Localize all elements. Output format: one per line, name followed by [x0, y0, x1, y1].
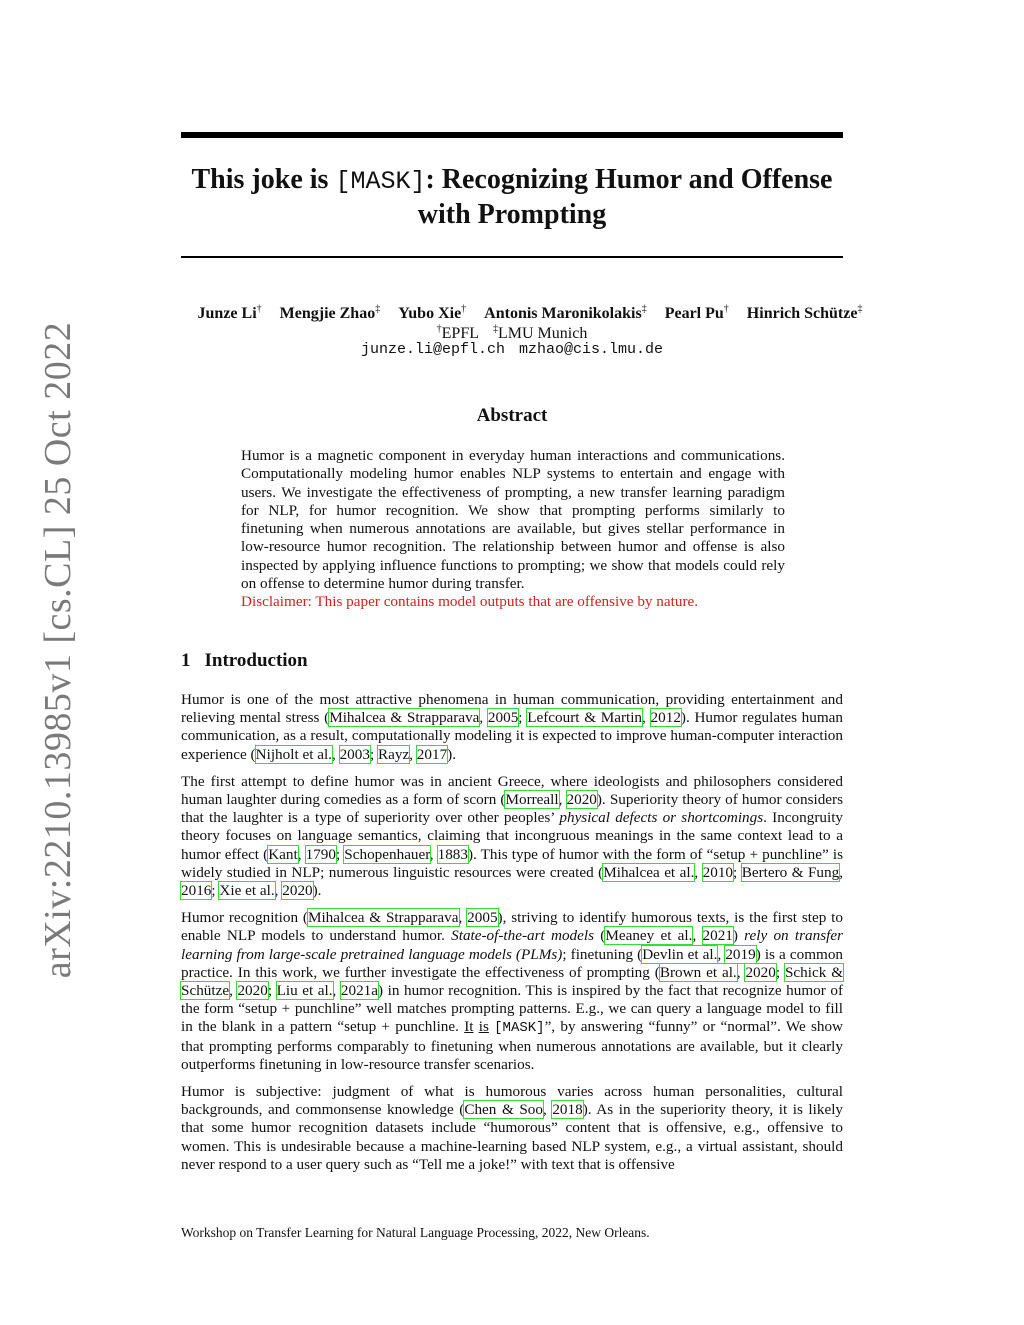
- citation-link[interactable]: 2016: [181, 882, 212, 900]
- text-run: ;: [775, 963, 785, 981]
- author-emails: [181, 340, 843, 360]
- text-run: ) in humor recognition. This is inspired by the fact that recognize humor of the form “setup + punchline” well matches prompting patterns. E.g., we can query a language model to fill in the blank in a pattern “setup + punchline.: [181, 982, 844, 1036]
- text-run: ,: [331, 745, 340, 763]
- arxiv-identifier: arXiv:2210.13985v1 [cs.CL] 25 Oct 2022: [37, 321, 79, 979]
- text-run: ;: [518, 709, 528, 727]
- text-run: ). Humor regulates human communication, as a result, computationally modeling it is expected to improve human-computer interaction experience (: [181, 709, 844, 763]
- title-part-2: : Recognizing Humor and Offense with Prompting: [417, 164, 833, 230]
- citation-link[interactable]: Rayz: [377, 745, 410, 763]
- text-run: ;: [733, 863, 742, 881]
- text-run: ), striving to identify humorous texts, is the first step to enable NLP models to understand humor.: [181, 909, 843, 945]
- text-run: ). Superiority theory of humor considers that the laughter is a type of superiority over other peoples’: [181, 791, 843, 827]
- affiliation: †EPFL: [436, 324, 479, 343]
- citation-link[interactable]: 2012: [650, 709, 681, 727]
- text-run: ).: [447, 745, 457, 763]
- citation-link[interactable]: 1790: [305, 845, 336, 863]
- text-run: ,: [736, 963, 746, 981]
- text-run: ,: [694, 863, 703, 881]
- citation-link[interactable]: Nijholt et al.: [255, 745, 332, 763]
- title-top-rule: [181, 132, 843, 138]
- text-run: ,: [409, 745, 417, 763]
- text-run: . Incongruity theory focuses on language semantics, claiming that incongruous meanings in the same context lead to a humor effect (: [181, 809, 844, 863]
- underlined-text: It: [464, 1018, 474, 1036]
- text-run: ).: [312, 882, 322, 900]
- citation-link[interactable]: Devlin et al.: [642, 945, 718, 963]
- underlined-text: is: [478, 1018, 489, 1036]
- citation-link[interactable]: Mihalcea & Strapparava: [329, 709, 480, 727]
- text-run: ;: [267, 982, 277, 1000]
- citation-link[interactable]: 2021: [702, 927, 733, 945]
- citation-link[interactable]: Bertero & Fung: [741, 863, 840, 881]
- intro-paragraph: [181, 691, 843, 764]
- email-link[interactable]: mzhao@cis.lmu.de: [519, 341, 664, 358]
- text-run: ,: [717, 945, 726, 963]
- author: Antonis Maronikolakis‡: [484, 304, 647, 323]
- citation-link[interactable]: 2019: [725, 945, 756, 963]
- introduction-body: [181, 691, 843, 1183]
- paper-title: [181, 163, 843, 231]
- text-run: ,: [542, 1101, 553, 1119]
- citation-link[interactable]: 2020: [566, 791, 597, 809]
- citation-link[interactable]: 2017: [416, 745, 448, 763]
- citation-link[interactable]: Morreall: [505, 791, 559, 809]
- text-run: ) is a common practice. In this work, we further investigate the effectiveness of prompting (: [181, 945, 844, 981]
- text-run: ,: [642, 709, 651, 727]
- section-heading: [181, 650, 308, 672]
- citation-link[interactable]: Lefcourt & Martin: [527, 709, 643, 727]
- text-run: ;: [211, 882, 220, 900]
- text-run: ). As in the superiority theory, it is likely that some humor recognition datasets include “humorous” content that is offensive, e.g., offensive to women. This is undesirable because a machine-learning based NLP system, e.g., a virtual assistant, should never respond to a user query such as “Tell me a joke!” with text that is offensive: [181, 1101, 844, 1173]
- text-run: ; finetuning (: [562, 945, 643, 963]
- citation-link[interactable]: 2020: [282, 882, 313, 900]
- abstract-text: Humor is a magnetic component in everyday human interactions and communications. Computationally modeling humor enables NLP systems to entertain and engage with users. We investigate the effectiveness of prompting, a new transfer learning paradigm for NLP, for humor recognition. We show that prompting performs similarly to finetuning when numerous annotations are available, but gives stellar performance in low-resource humor recognition. The relationship between humor and offense is also inspected by applying influence functions to prompting; we show that models could rely on offense to determine humor during transfer.: [241, 447, 785, 593]
- title-mask-token: [MASK]: [335, 167, 426, 196]
- citation-link[interactable]: Brown et al.: [659, 963, 737, 981]
- text-run: ,: [274, 882, 283, 900]
- citation-link[interactable]: Liu et al.: [276, 982, 333, 1000]
- text-run: Humor is one of the most attractive phenomena in human communication, providing entertainment and relieving mental stress (: [181, 691, 843, 727]
- citation-link[interactable]: Schick & Schütze: [181, 963, 844, 1000]
- citation-link[interactable]: 2005: [487, 709, 519, 727]
- citation-link[interactable]: 2020: [237, 982, 268, 1000]
- text-run: ,: [458, 909, 468, 927]
- text-run: ,: [479, 709, 488, 727]
- abstract-heading: Abstract: [476, 405, 548, 426]
- page-footer: Workshop on Transfer Learning for Natural Language Processing, 2022, New Orleans.: [181, 1225, 650, 1240]
- text-run: The first attempt to define humor was in ancient Greece, where ideologists and philosophers considered human laughter during comedies as a form of scorn (: [181, 772, 843, 809]
- section-number: 1: [181, 650, 191, 671]
- intro-paragraph: [181, 909, 843, 1074]
- text-run: ;: [369, 745, 378, 763]
- citation-link[interactable]: 2005: [467, 909, 498, 927]
- citation-link[interactable]: Meaney et al.: [605, 927, 693, 945]
- text-run: ”, by answering “funny” or “normal”. We show that prompting performs comparably to finetuning when numerous annotations are available, but it clearly outperforms finetuning in low-resource transfer scenarios.: [181, 1018, 844, 1073]
- citation-link[interactable]: Kant: [268, 845, 298, 863]
- text-run: ,: [692, 927, 703, 945]
- mask-token: [MASK]: [494, 1020, 545, 1037]
- author: Pearl Pu†: [664, 304, 729, 323]
- affiliation: ‡LMU Munich: [493, 324, 588, 343]
- citation-link[interactable]: Chen & Soo: [464, 1101, 543, 1119]
- text-run: Humor is subjective: judgment of what is humorous varies across human personalities, cultural backgrounds, and commonsense knowledge (: [181, 1083, 843, 1119]
- text-run: ,: [229, 982, 238, 1000]
- citation-link[interactable]: 2021a: [340, 982, 378, 1000]
- text-run: ,: [558, 791, 567, 809]
- citation-link[interactable]: 2010: [702, 863, 734, 881]
- citation-link[interactable]: 1883: [437, 845, 468, 863]
- text-run: ,: [332, 982, 341, 1000]
- italic-text: physical defects or shortcomings: [559, 809, 764, 827]
- text-run: Humor recognition (: [181, 909, 308, 927]
- author: Yubo Xie†: [398, 304, 467, 323]
- email-link[interactable]: junze.li@epfl.ch: [360, 341, 505, 358]
- author: Hinrich Schütze‡: [746, 304, 863, 323]
- title-bottom-rule: [181, 256, 843, 258]
- intro-paragraph: [181, 1083, 843, 1174]
- citation-link[interactable]: Mihalcea et al.: [603, 863, 695, 881]
- author: Junze Li†: [197, 304, 262, 323]
- citation-link[interactable]: Schopenhauer: [344, 845, 430, 863]
- text-run: ). This type of humor with the form of “setup + punchline” is widely studied in NLP; numerous linguistic resources were created (: [181, 845, 843, 881]
- title-part-1: This joke is: [191, 164, 336, 195]
- citation-link[interactable]: 2020: [745, 963, 776, 981]
- italic-text: State-of-the-art models: [451, 927, 595, 945]
- text-run: ,: [429, 845, 438, 863]
- italic-text: rely on transfer learning from large-scale pretrained language models (PLMs): [181, 927, 843, 963]
- text-run: (: [594, 927, 606, 945]
- section-title: Introduction: [204, 650, 308, 671]
- text-run: ;: [335, 845, 345, 863]
- citation-link[interactable]: Xie et al.: [219, 882, 275, 900]
- citation-link[interactable]: 2018: [552, 1101, 583, 1119]
- intro-paragraph: [181, 773, 843, 900]
- author: Mengjie Zhao‡: [279, 304, 381, 323]
- text-run: ): [732, 927, 745, 945]
- text-run: ,: [839, 863, 843, 881]
- text-run: ,: [297, 845, 306, 863]
- abstract-disclaimer: Disclaimer: This paper contains model outputs that are offensive by nature.: [241, 593, 699, 611]
- abstract-body: [241, 447, 785, 612]
- citation-link[interactable]: Mihalcea & Strapparava: [307, 909, 459, 927]
- citation-link[interactable]: 2003: [339, 745, 370, 763]
